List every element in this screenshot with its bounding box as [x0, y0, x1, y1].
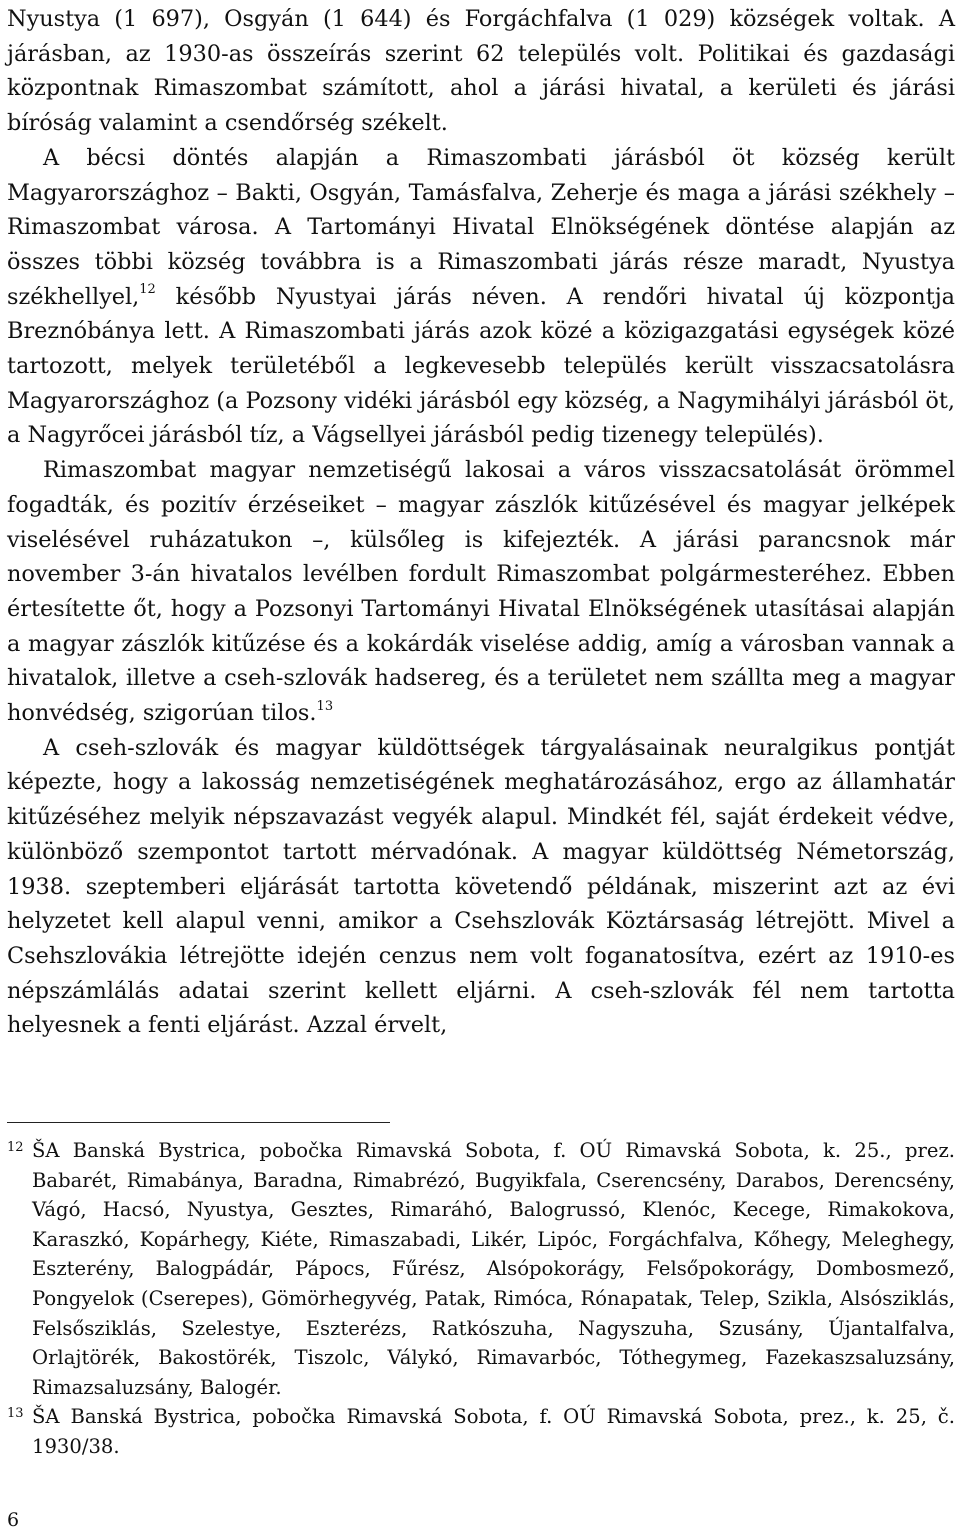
- paragraph: [7, 453, 955, 731]
- footnote-number: 13: [7, 1406, 24, 1422]
- footnote-separator: [7, 1122, 390, 1123]
- paragraph-text: Rimaszombat magyar nemzetiségű lakosai a város visszacsatolását örömmel fogadták, és pozitív érzéseiket – magyar zászlók kitűzésével és magyar jelképek viselésével ruházatukon –, külsőleg is kifejezték. A járási parancsnok már november 3-án hivatalos levélben fordult Rimaszombat polgármesteréhez. Ebben értesítette őt, hogy a Pozsonyi Tartományi Hivatal Elnökségének utasításai alapján a magyar zászlók kitűzése és a kokárdák viselése addig, amíg a városban vannak a hivatalok, illetve a cseh-szlovák hadsereg, és a területet nem szállta meg a magyar honvédség, szigorúan tilos.: [7, 457, 955, 727]
- paragraph-text: A cseh-szlovák és magyar küldöttségek tárgyalásainak neuralgikus pontját képezte, hogy a lakosság nemzetiségének meghatározásához, ergo az államhatár kitűzéséhez melyik népszavazást vegyék alapul. Mindkét fél, saját érdekeit védve, különböző szempontot tartott mérvadónak. A magyar küldöttség Németország, 1938. szeptemberi eljárását tartotta követendő példának, miszerint azt az évi helyzetet kell alapul venni, amikor a Csehszlovák Köztársaság létrejött. Mivel a Csehszlovákia létrejötte idején cenzus nem volt foganatosítva, ezért az 1910-es népszámlálás adatai szerint kellett eljárni. A cseh-szlovák fél nem tartotta helyesnek a fenti eljárást. Azzal érvelt,: [7, 734, 955, 1039]
- footnote-text: ŠA Banská Bystrica, pobočka Rimavská Sobota, f. OÚ Rimavská Sobota, prez., k. 25, č. 1930/38.: [32, 1405, 955, 1458]
- footnote-number: 12: [7, 1140, 24, 1155]
- paragraph-text: később Nyustyai járás néven. A rendőri hivatal új központja Breznóbánya lett. A Rimaszombati járás azok közé a közigazgatási egységek közé tartozott, melyek területéből a legkevesebb település került visszacsatolásra Magyarországhoz (a Pozsony vidéki járásból egy község, a Nagymihályi járásból öt, a Nagyrőcei járásból tíz, a Vágsellyei járásból pedig tizenegy település).: [7, 283, 955, 449]
- footnotes: [7, 1136, 955, 1462]
- main-text: [7, 2, 955, 1043]
- footnote-text: ŠA Banská Bystrica, pobočka Rimavská Sobota, f. OÚ Rimavská Sobota, k. 25., prez. Babarét, Rimabánya, Baradna, Rimabrézó, Bugyikfala, Cserencsény, Darabos, Derencsény, Vágó, Hacsó, Nyustya, Gesztes, Rimaráhó, Balogrussó, Klenóc, Kecege, Rimakokova, Karaszkó, Kopárhegy, Kiéte, Rimaszabadi, Likér, Lipóc, Forgáchfalva, Kőhegy, Meleghegy, Eszterény, Balogpádár, Pápocs, Fűrész, Alsópokorágy, Felsőpokorágy, Dombosmező, Pongyelok (Cserepes), Gömörhegyvég, Patak, Rimóca, Rónapatak, Telep, Szikla, Alsósziklás, Felsősziklás, Szelestye, Eszterézs, Ratkószuha, Nagyszuha, Szusány, Újantalfalva, Orlajtörék, Bakostörék, Tiszolc, Válykó, Rimavarbóc, Tóthegymeg, Fazekaszsaluzsány, Rimazsaluzsány, Balogér.: [32, 1139, 955, 1399]
- paragraph: [7, 731, 955, 1043]
- page-number: 6: [7, 1509, 20, 1531]
- paragraph: [7, 141, 955, 453]
- footnote-12: [7, 1136, 955, 1402]
- paragraph-text: A bécsi döntés alapján a Rimaszombati járásból öt község került Magyarországhoz – Bakti, Osgyán, Tamásfalva, Zeherje és maga a járási székhely – Rimaszombat városa. A Tartományi Hivatal Elnökségének döntése alapján az összes többi község továbbra is a Rimaszombati járás része maradt, Nyustya székhellyel,: [7, 144, 955, 310]
- paragraph: [7, 2, 955, 141]
- footnote-ref-13[interactable]: 13: [316, 698, 334, 714]
- footnote-13: [7, 1402, 955, 1461]
- footnote-ref-12[interactable]: 12: [139, 282, 156, 298]
- paragraph-text: Nyustya (1 697), Osgyán (1 644) és Forgáchfalva (1 029) községek voltak. A járásban, az 1930-as összeírás szerint 62 település volt. Politikai és gazdasági központnak Rimaszombat számított, ahol a járási hivatal, a kerületi és járási bíróság valamint a csendőrség székelt.: [7, 6, 955, 137]
